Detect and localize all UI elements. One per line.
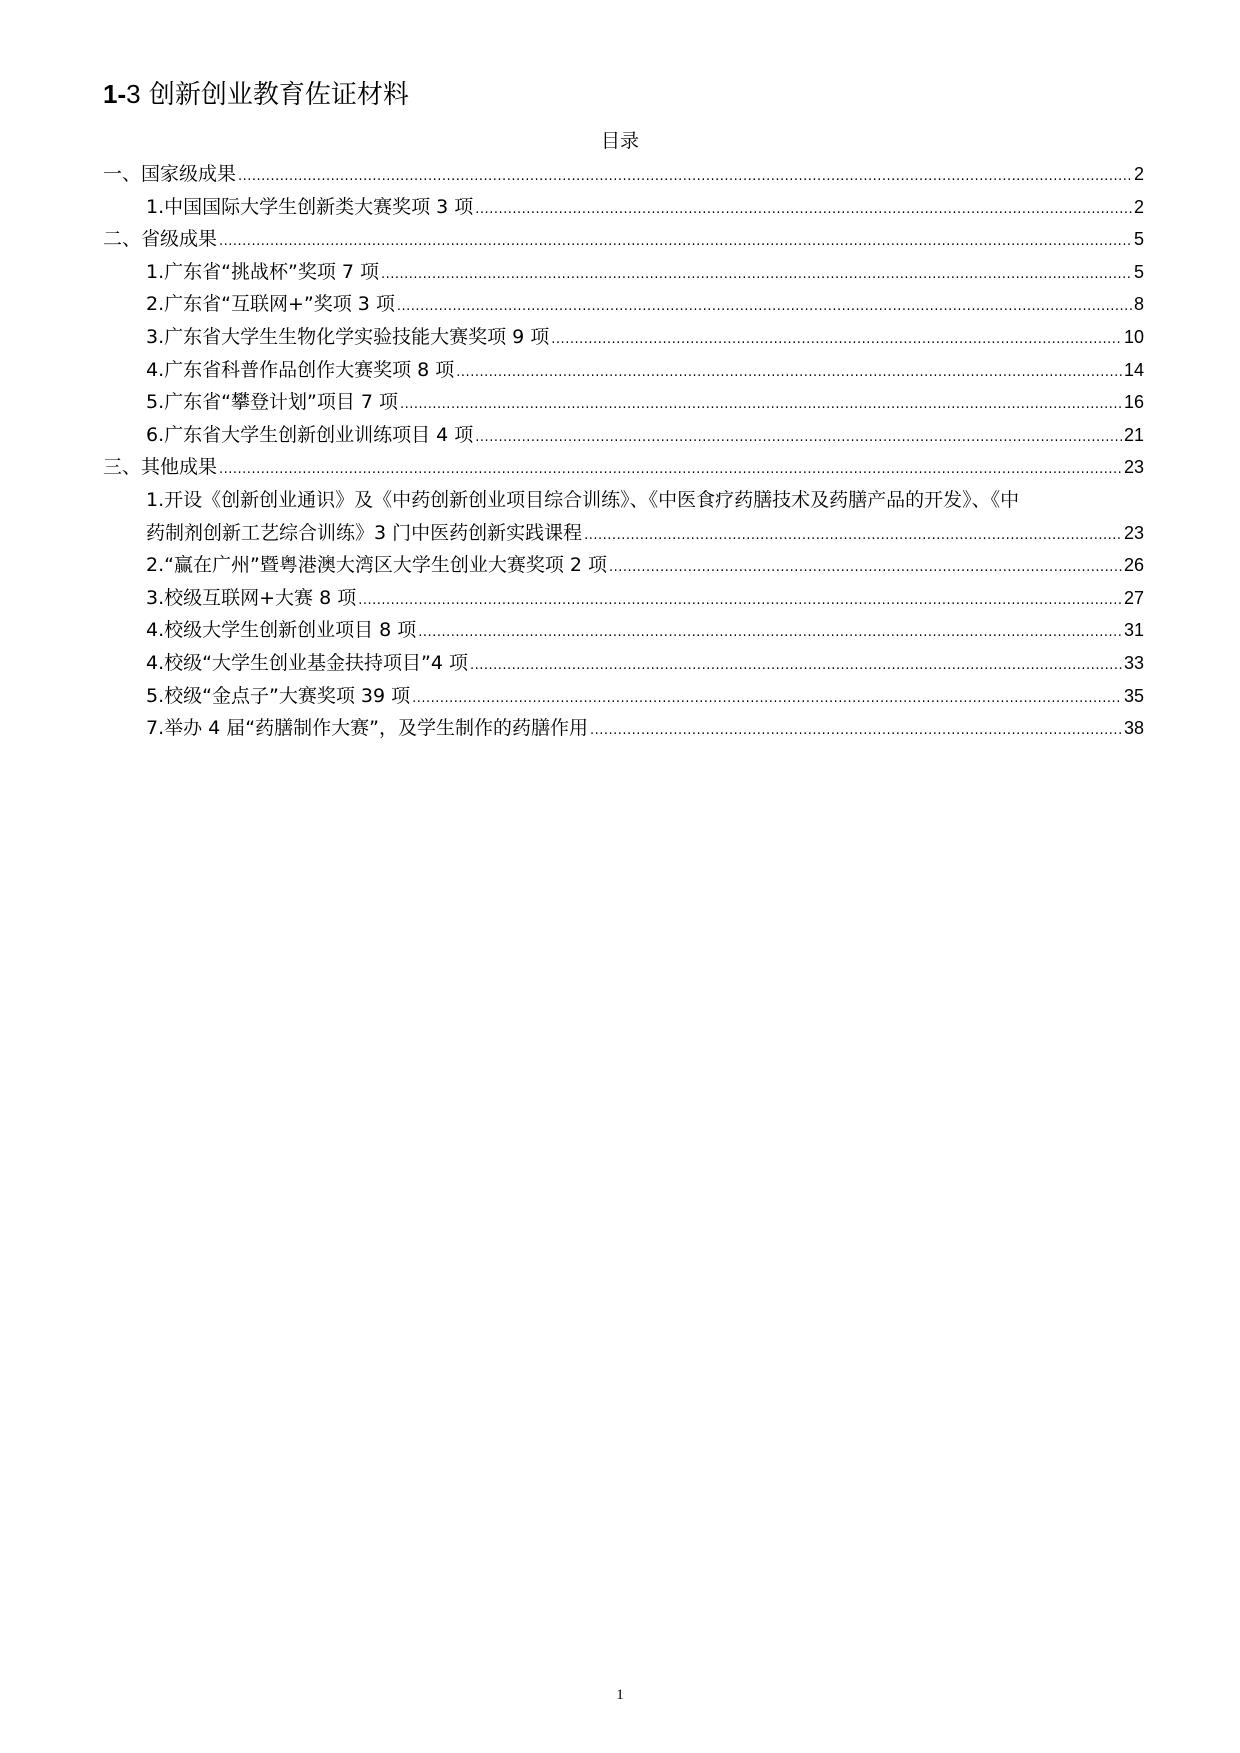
toc-entry-label: 4.广东省科普作品创作大赛奖项 8 项 xyxy=(146,358,455,381)
toc-entry[interactable] xyxy=(103,191,1144,224)
toc-entry[interactable] xyxy=(103,419,1144,452)
toc-dot-leader xyxy=(381,259,1132,292)
toc-entry-label: 5.校级“金点子”大赛奖项 39 项 xyxy=(146,684,411,707)
toc-entry[interactable] xyxy=(103,582,1144,615)
toc-entry[interactable] xyxy=(103,712,1144,745)
toc-entry-label: 3.广东省大学生生物化学实验技能大赛奖项 9 项 xyxy=(146,325,550,348)
toc-entry-label: 6.广东省大学生创新创业训练项目 4 项 xyxy=(146,423,474,446)
toc-entry-label: 三、其他成果 xyxy=(103,456,218,479)
toc-entry-page: 5 xyxy=(1133,261,1144,282)
toc-dot-leader xyxy=(397,291,1132,324)
toc-entry[interactable] xyxy=(103,256,1144,289)
toc-section-national[interactable] xyxy=(103,158,1144,191)
page-number: 1 xyxy=(616,1687,624,1703)
toc-dot-leader xyxy=(584,520,1122,553)
toc-entry-label: 4.校级“大学生创业基金扶持项目”4 项 xyxy=(146,651,468,674)
toc-entry-label: 一、国家级成果 xyxy=(103,163,237,185)
toc-entry-page: 38 xyxy=(1123,718,1144,739)
toc-entry-page: 2 xyxy=(1133,196,1144,217)
toc-entry-page: 5 xyxy=(1133,229,1144,250)
toc-entry-label: 1.广东省“挑战杯”奖项 7 项 xyxy=(146,260,379,283)
toc-section-other[interactable] xyxy=(103,451,1144,484)
toc-dot-leader xyxy=(418,617,1122,650)
toc-entry-label: 4.校级大学生创新创业项目 8 项 xyxy=(146,619,417,642)
toc-entry-label: 7.举办 4 届“药膳制作大赛”，及学生制作的药膳作用 xyxy=(146,717,588,740)
toc-entry-page: 21 xyxy=(1123,424,1144,445)
toc-entry-label: 5.广东省“攀登计划”项目 7 项 xyxy=(146,391,398,414)
toc-entry-page: 33 xyxy=(1123,652,1144,673)
toc-entry[interactable] xyxy=(103,549,1144,582)
toc-entry-label: 二、省级成果 xyxy=(103,228,218,251)
toc-entry-page: 35 xyxy=(1123,685,1144,706)
title-prefix: 1- xyxy=(103,79,127,109)
toc-entry[interactable] xyxy=(103,614,1144,647)
toc-entry-page: 2 xyxy=(1133,164,1144,184)
toc-dot-leader xyxy=(475,194,1132,227)
toc-dot-leader xyxy=(238,161,1132,194)
toc-dot-leader xyxy=(590,715,1122,748)
toc-entry-page: 27 xyxy=(1123,587,1144,608)
toc-entry-label: 2.“赢在广州”暨粤港澳大湾区大学生创业大赛奖项 2 项 xyxy=(146,554,607,577)
toc-dot-leader xyxy=(475,422,1122,455)
toc-entry[interactable] xyxy=(103,321,1144,354)
toc-heading: 目录 xyxy=(600,130,639,152)
toc-entry[interactable] xyxy=(103,647,1144,680)
toc-entry-page: 31 xyxy=(1123,620,1144,641)
toc-entry-label: 3.校级互联网+大赛 8 项 xyxy=(146,586,357,609)
toc-dot-leader xyxy=(219,454,1122,487)
toc-entry-page: 10 xyxy=(1123,326,1144,347)
toc-dot-leader xyxy=(609,552,1122,585)
toc-dot-leader xyxy=(456,357,1122,390)
toc-entry-page: 23 xyxy=(1123,522,1144,543)
title-text: 创新创业教育佐证材料 xyxy=(148,80,409,110)
toc-entry-page: 8 xyxy=(1133,294,1144,315)
toc-entry-label: 2.广东省“互联网+”奖项 3 项 xyxy=(146,293,395,316)
title-prefix-number: 3 xyxy=(126,79,141,109)
toc-entry[interactable] xyxy=(103,484,1144,549)
toc-dot-leader xyxy=(400,389,1122,422)
table-of-contents xyxy=(103,158,1144,745)
toc-entry-page: 16 xyxy=(1123,392,1144,413)
toc-entry[interactable] xyxy=(103,386,1144,419)
toc-dot-leader xyxy=(470,650,1122,683)
toc-entry-page: 14 xyxy=(1123,359,1144,380)
toc-entry[interactable] xyxy=(103,680,1144,713)
toc-entry-label: 1.中国国际大学生创新类大赛奖项 3 项 xyxy=(146,195,474,218)
toc-dot-leader xyxy=(551,324,1122,357)
toc-section-provincial[interactable] xyxy=(103,223,1144,256)
toc-entry-label-line2: 药制剂创新工艺综合训练》3 门中医药创新实践课程 xyxy=(146,521,583,544)
toc-entry[interactable] xyxy=(103,354,1144,387)
toc-entry-page: 26 xyxy=(1123,555,1144,576)
toc-dot-leader xyxy=(412,683,1122,716)
document-title xyxy=(103,74,409,115)
toc-dot-leader xyxy=(358,585,1122,618)
toc-entry-page: 23 xyxy=(1123,457,1144,478)
toc-entry-label-line1: 1.开设《创新创业通识》及《中药创新创业项目综合训练》、《中医食疗药膳技术及药膳产品的开发》、《中 xyxy=(146,488,1020,511)
toc-dot-leader xyxy=(219,226,1132,259)
toc-entry[interactable] xyxy=(103,288,1144,321)
